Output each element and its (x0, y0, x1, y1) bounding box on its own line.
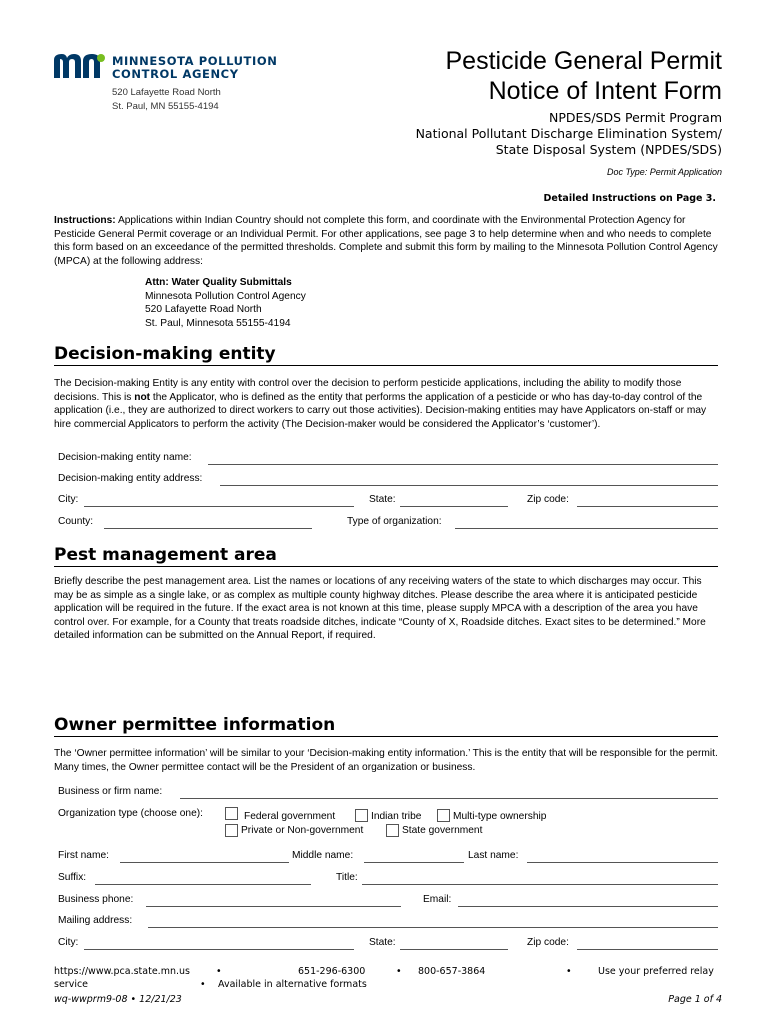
footer-bullet-1: • (216, 966, 222, 977)
owner-zip-input[interactable] (577, 949, 718, 950)
decision-name-label: Decision-making entity name: (58, 452, 192, 463)
subtitle-program: NPDES/SDS Permit Program (549, 110, 722, 125)
footer-relay: Use your preferred relay (598, 966, 714, 977)
pest-paragraph: Briefly describe the pest management area. List the names or locations of any receiving waters of the state to which discharges may occur. This may be as simple as a single lake, or as complex as multiple county highway ditches. Please describe the area where it is anticipated pesticide application will be required in the future. If the exact area is not known at this time, please supply MPCA with a description of the area you have control over. For example, for a County that treats roadside ditches, indicate “County of X, Roadside ditches. Exact sites to be determined.” More detailed information can be submitted on the Annual Report, if required. (54, 576, 706, 641)
decision-org-type-input[interactable] (455, 528, 718, 529)
middle-name-label: Middle name: (292, 850, 354, 861)
title-input[interactable] (362, 884, 718, 885)
agency-address-line2: St. Paul, MN 55155-4194 (112, 101, 219, 112)
decision-text-a: The Decision-making Entity is any entity with control over the decision to perform pesticide applications, including the ability to modify those decisions. This is (54, 378, 682, 403)
footer-url[interactable]: https://www.pca.state.mn.us (54, 966, 190, 977)
email-input[interactable] (458, 906, 718, 907)
checkbox-federal-government[interactable] (225, 807, 238, 820)
owner-zip-label: Zip code: (527, 937, 569, 948)
checkbox-private-non-government[interactable] (225, 824, 238, 837)
email-label: Email: (423, 894, 452, 905)
mailing-address-label: Mailing address: (58, 915, 133, 926)
owner-heading: Owner permittee information (54, 715, 718, 737)
decision-name-input[interactable] (208, 464, 718, 465)
footer-phone-2: 800-657-3864 (418, 966, 486, 977)
suffix-input[interactable] (95, 884, 311, 885)
mail-line1: Minnesota Pollution Control Agency (145, 290, 306, 302)
checkbox-state-government[interactable] (386, 824, 399, 837)
first-name-input[interactable] (120, 862, 289, 863)
footer-bullet-4: • (200, 979, 206, 990)
footer-phone-1: 651-296-6300 (298, 966, 366, 977)
decision-org-type-label: Type of organization: (347, 516, 442, 527)
pest-heading: Pest management area (54, 545, 718, 567)
option-multi-type-ownership: Multi-type ownership (453, 811, 547, 822)
attn-line: Attn: Water Quality Submittals (145, 277, 292, 288)
detailed-instructions-note: Detailed Instructions on Page 3. (543, 193, 716, 204)
agency-name-line1: MINNESOTA POLLUTION (112, 54, 278, 68)
decision-text-b: the Applicator, who is defined as the entity that performs the application of a pesticide or who has day-to-day control of the application (i.e., they are authorized to direct workers to carry out those activities). Decision-making entities may have Applicators on-staff or may hire commercial Applicators to perform the activity (The Decision-maker would be considered the Applicator’s ‘customer’). (54, 391, 707, 430)
decision-zip-label: Zip code: (527, 494, 569, 505)
footer-doc-code: wq-wwprm9-08 • 12/21/23 (54, 994, 182, 1005)
last-name-label: Last name: (468, 850, 519, 861)
owner-state-label: State: (369, 937, 396, 948)
option-federal-government: Federal government (244, 811, 336, 822)
decision-address-label: Decision-making entity address: (58, 473, 203, 484)
agency-address-line1: 520 Lafayette Road North (112, 87, 221, 98)
decision-heading: Decision-making entity (54, 344, 718, 366)
checkbox-indian-tribe[interactable] (355, 809, 368, 822)
owner-city-input[interactable] (84, 949, 354, 950)
mail-line3: St. Paul, Minnesota 55155-4194 (145, 317, 291, 329)
owner-state-input[interactable] (400, 949, 508, 950)
suffix-label: Suffix: (58, 872, 87, 883)
doc-type: Doc Type: Permit Application (606, 167, 722, 177)
owner-city-label: City: (58, 937, 79, 948)
org-type-label: Organization type (choose one): (58, 808, 203, 819)
mail-line2: 520 Lafayette Road North (145, 304, 262, 315)
footer-alt-formats: Available in alternative formats (218, 979, 367, 990)
footer-page-number: Page 1 of 4 (668, 994, 722, 1005)
mn-logo-icon (54, 54, 106, 78)
form-title-line2: Notice of Intent Form (488, 77, 722, 105)
first-name-label: First name: (58, 850, 109, 861)
mailing-block (145, 276, 306, 330)
subtitle-npdes: National Pollutant Discharge Elimination System/ (415, 126, 722, 141)
decision-paragraph (54, 377, 718, 431)
business-phone-label: Business phone: (58, 894, 134, 905)
decision-county-label: County: (58, 516, 94, 527)
option-private-non-government: Private or Non-government (241, 825, 364, 836)
decision-county-input[interactable] (104, 528, 312, 529)
instructions-paragraph (54, 214, 718, 268)
footer-bullet-3: • (566, 966, 572, 977)
decision-state-input[interactable] (400, 506, 508, 507)
mailing-address-input[interactable] (148, 927, 718, 928)
last-name-input[interactable] (527, 862, 718, 863)
decision-zip-input[interactable] (577, 506, 718, 507)
footer-bullet-2: • (396, 966, 402, 977)
option-indian-tribe: Indian tribe (371, 811, 422, 822)
agency-name-line2: CONTROL AGENCY (112, 67, 239, 81)
decision-city-input[interactable] (84, 506, 354, 507)
owner-paragraph: The ‘Owner permittee information’ will be similar to your ‘Decision-making entity information.’ This is the entity that will be responsible for the permit. Many times, the Owner permittee contact will be the President of an organization or business. (54, 748, 718, 773)
decision-text-not: not (134, 391, 151, 403)
middle-name-input[interactable] (364, 862, 464, 863)
decision-address-input[interactable] (220, 485, 718, 486)
instructions-label: Instructions: (54, 215, 116, 226)
decision-city-label: City: (58, 494, 79, 505)
business-name-input[interactable] (180, 798, 718, 799)
business-phone-input[interactable] (146, 906, 401, 907)
checkbox-multi-type-ownership[interactable] (437, 809, 450, 822)
subtitle-sds: State Disposal System (NPDES/SDS) (495, 142, 722, 157)
decision-state-label: State: (369, 494, 396, 505)
business-name-label: Business or firm name: (58, 786, 163, 797)
footer-service: service (54, 979, 89, 990)
instructions-text: Applications within Indian Country should not complete this form, and coordinate with the Environmental Protection Agency for Pesticide General Permit coverage or an Individual Permit. For other applications, see page 3 to help determine when and who needs to complete this form based on an exceedance of the permitted thresholds. Complete and submit this form by mailing to the Minnesota Pollution Control Agency (MPCA) at the following address: (54, 215, 718, 267)
title-label: Title: (336, 872, 358, 883)
option-state-government: State government (402, 825, 483, 836)
form-title-line1: Pesticide General Permit (445, 47, 722, 75)
